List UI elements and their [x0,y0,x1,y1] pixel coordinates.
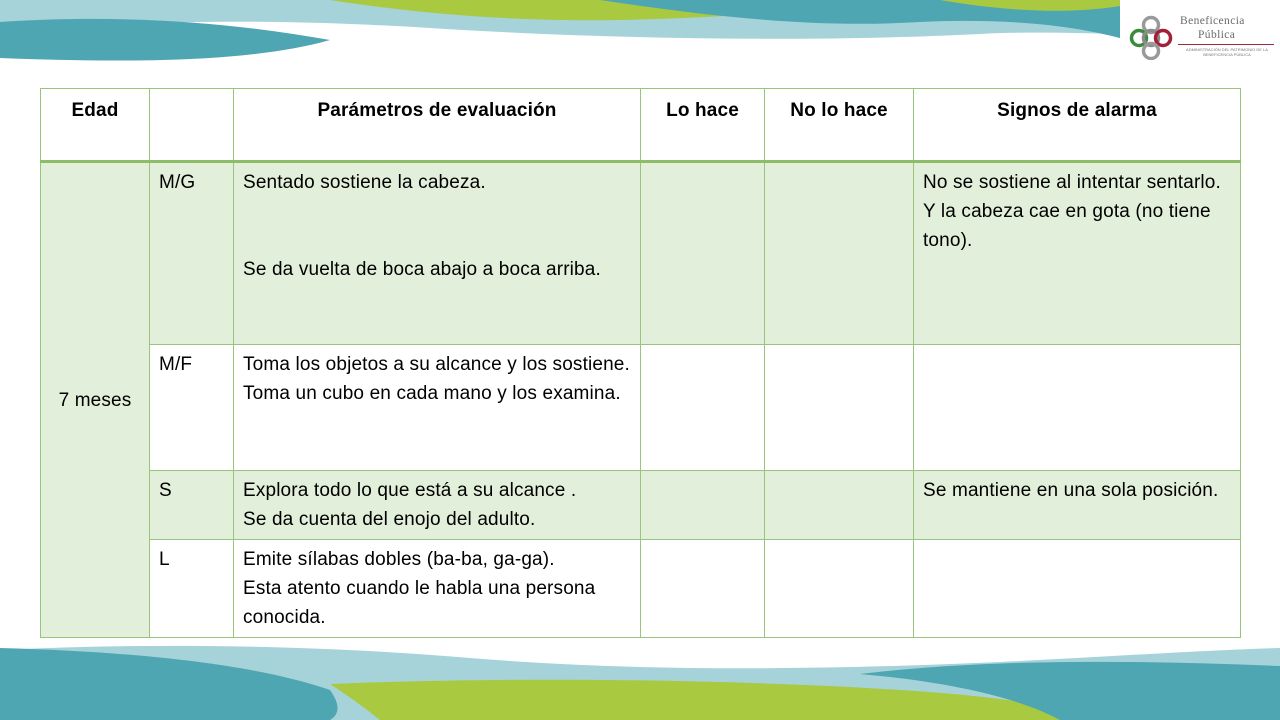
header-alarm: Signos de alarma [914,89,1241,162]
alarm-cell: Se mantiene en una sola posición. [914,471,1241,540]
beneficencia-logo [1120,0,1280,66]
does-cell[interactable] [641,471,765,540]
area-cell: M/G [150,162,234,345]
evaluation-table [40,88,1241,638]
header-does-not: No lo hace [765,89,914,162]
table-row [41,345,1241,471]
table-row [41,162,1241,345]
area-cell: L [150,540,234,638]
does-not-cell[interactable] [765,471,914,540]
area-cell: S [150,471,234,540]
logo-title [1180,14,1278,42]
table-row [41,540,1241,638]
table-header-row [41,89,1241,162]
param-line: Toma un cubo en cada mano y los examina. [243,383,621,404]
does-not-cell[interactable] [765,345,914,471]
header-does: Lo hace [641,89,765,162]
alarm-cell [914,345,1241,471]
param-line: Sentado sostiene la cabeza. [243,172,486,193]
does-not-cell[interactable] [765,540,914,638]
params-cell [234,162,641,345]
param-line: Se da vuelta de boca abajo a boca arriba. [243,259,601,280]
table-row [41,471,1241,540]
param-line: Esta atento cuando le habla una persona conocida. [243,578,596,628]
logo-divider [1178,44,1274,45]
param-line: Toma los objetos a su alcance y los sostiene. [243,354,630,375]
params-cell [234,540,641,638]
alarm-cell [914,540,1241,638]
header-area [150,89,234,162]
param-line: Explora todo lo que está a su alcance . [243,480,577,501]
rings-emblem-icon [1128,14,1174,60]
does-cell[interactable] [641,162,765,345]
header-params: Parámetros de evaluación [234,89,641,162]
alarm-cell: No se sostiene al intentar sentarlo. Y la cabeza cae en gota (no tiene tono). [914,162,1241,345]
age-cell: 7 meses [41,162,150,638]
logo-subtitle: ADMINISTRACIÓN DEL PATRIMONIO DE LA BENEFICENCIA PÚBLICA [1186,47,1268,57]
area-cell: M/F [150,345,234,471]
does-not-cell[interactable] [765,162,914,345]
does-cell[interactable] [641,540,765,638]
top-wave-decoration [0,0,1280,90]
param-line: Se da cuenta del enojo del adulto. [243,509,536,530]
params-cell [234,471,641,540]
does-cell[interactable] [641,345,765,471]
header-age: Edad [41,89,150,162]
logo-title-line1: Beneficencia [1180,15,1245,27]
logo-title-line2: Pública [1198,29,1236,41]
bottom-wave-decoration [0,640,1280,720]
param-line: Emite sílabas dobles (ba-ba, ga-ga). [243,549,555,570]
params-cell [234,345,641,471]
